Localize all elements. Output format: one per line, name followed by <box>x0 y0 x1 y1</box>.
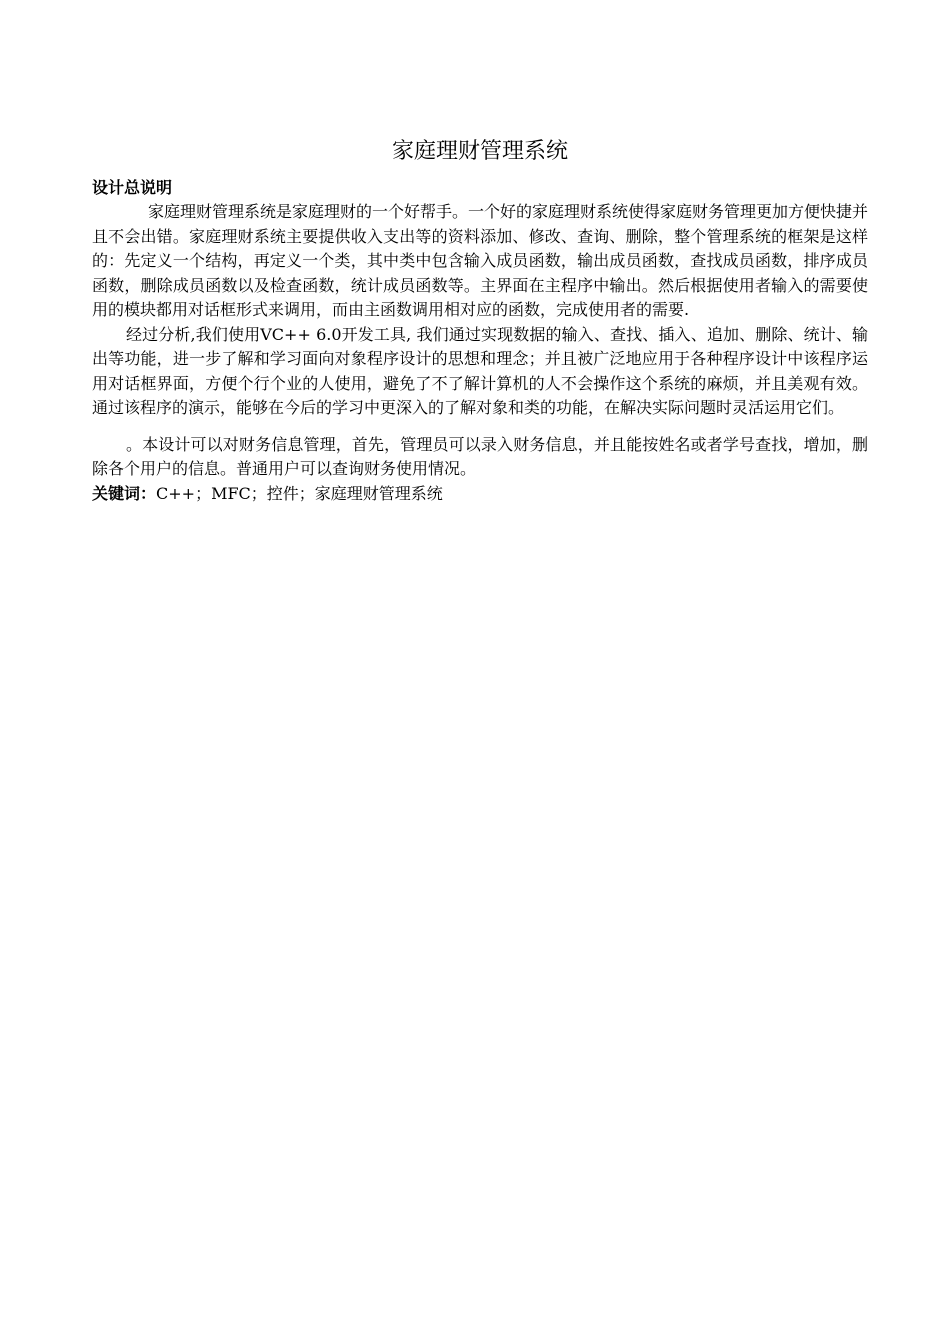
keywords-line <box>92 482 868 506</box>
section-heading: 设计总说明 <box>92 178 173 197</box>
paragraph-features: 。本设计可以对财务信息管理，首先，管理员可以录入财务信息，并且能按姓名或者学号查找，增加，删除各个用户的信息。普通用户可以查询财务使用情况。 <box>92 434 868 478</box>
document-page <box>92 132 868 506</box>
keywords-value: C++；MFC；控件；家庭理财管理系统 <box>156 483 443 503</box>
paragraph-analysis: 经过分析,我们使用VC++ 6.0开发工具, 我们通过实现数据的输入、查找、插入、追加、删除、统计、输出等功能，进一步了解和学习面向对象程序设计的思想和理念；并且被广泛地应用于各种程序设计中该程序运用对话框界面，方便个行个业的人使用，避免了不了解计算机的人不会操作这个系统的麻烦，并且美观有效。通过该程序的演示，能够在今后的学习中更深入的了解对象和类的功能，在解决实际问题时灵活运用它们。 <box>92 324 868 417</box>
paragraph-intro: 家庭理财管理系统是家庭理财的一个好帮手。一个好的家庭理财系统使得家庭财务管理更加方便快捷并且不会出错。家庭理财系统主要提供收入支出等的资料添加、修改、查询、删除，整个管理系统的框架是这样的：先定义一个结构，再定义一个类，其中类中包含输入成员函数，输出成员函数，查找成员函数，排序成员函数，删除成员函数以及检查函数，统计成员函数等。主界面在主程序中输出。然后根据使用者输入的需要使用的模块都用对话框形式来调用，而由主函数调用相对应的函数，完成使用者的需要. <box>92 202 869 319</box>
keywords-label: 关键词： <box>92 483 157 503</box>
document-title: 家庭理财管理系统 <box>391 139 568 164</box>
